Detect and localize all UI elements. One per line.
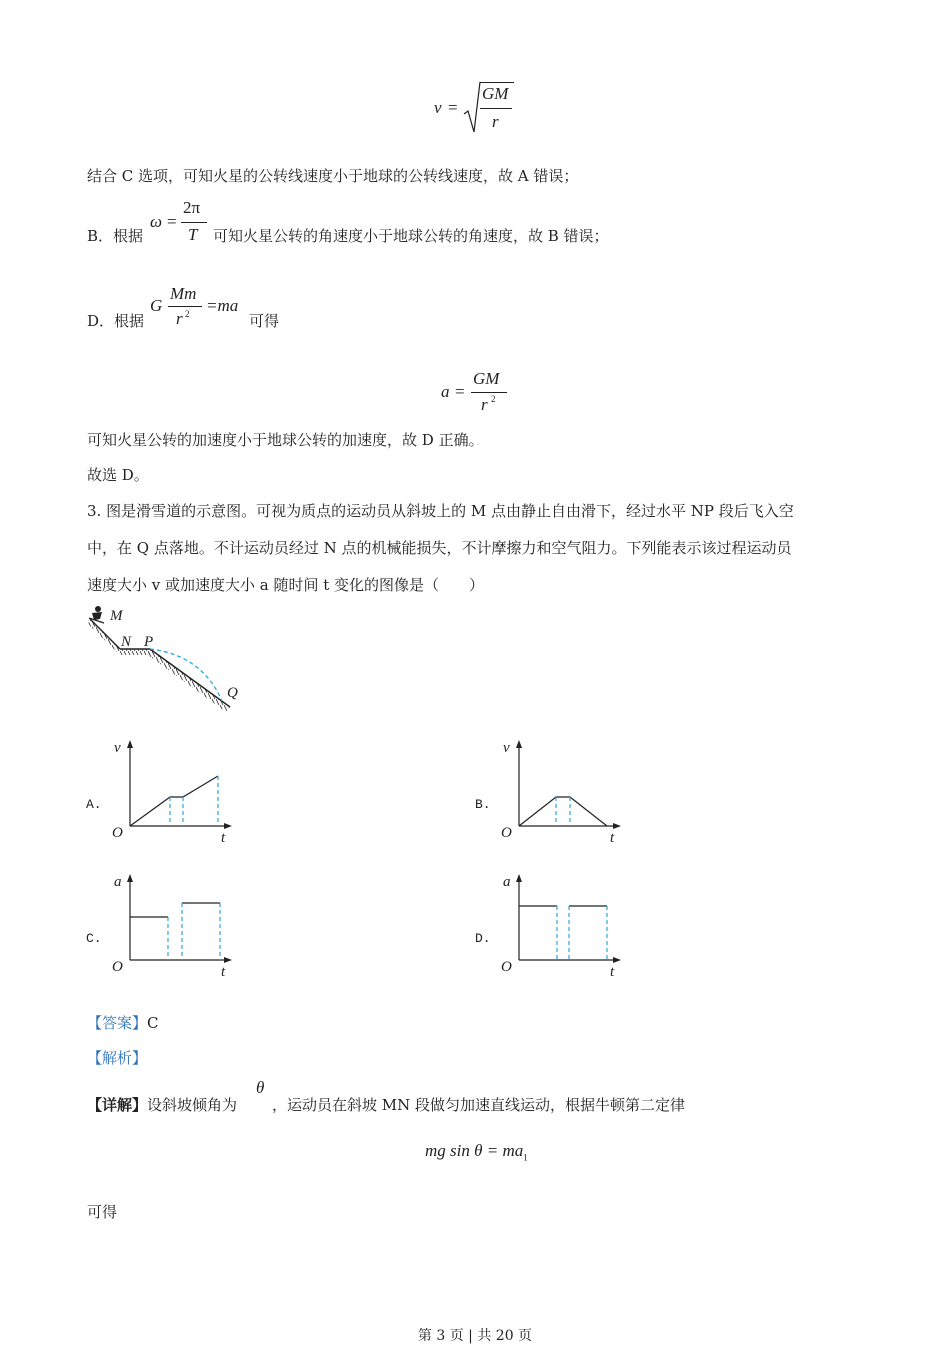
line-b-suffix: 可知火星公转的角速度小于地球公转的角速度，故 B 错误；: [213, 227, 609, 245]
formula-newton-sub: 1: [523, 1152, 528, 1163]
line-c-option: 结合 C 选项，可知火星的公转线速度小于地球的公转线速度，故 A 错误；: [87, 167, 579, 185]
formula-gravity-G: G: [150, 296, 163, 315]
graph-B-ylabel: v: [503, 740, 510, 756]
label-N: N: [121, 634, 132, 650]
detail-prefix: 设斜坡倾角为: [147, 1096, 238, 1114]
graph-D-origin: O: [501, 959, 512, 975]
formula-omega-den: T: [188, 225, 198, 244]
formula-gravity-num: Mm: [170, 284, 197, 303]
formula-a-num: GM: [473, 369, 500, 388]
detail-line: [87, 1095, 237, 1115]
graph-C-xlabel: t: [221, 964, 226, 978]
detail-suffix: ，运动员在斜坡 MN 段做匀加速直线运动，根据牛顿第二定律: [272, 1096, 686, 1114]
formula-newton: [425, 1141, 528, 1162]
line-d-prefix: D．根据: [87, 312, 145, 330]
label-M: M: [110, 608, 123, 624]
graph-B: [497, 736, 627, 844]
option-B-label: B.: [475, 797, 491, 812]
graph-A-ylabel: v: [114, 740, 121, 756]
can-get-line: 可得: [87, 1203, 118, 1221]
graph-C: [108, 870, 238, 978]
line-b: [87, 226, 143, 246]
analysis-label: 【解析】: [87, 1049, 148, 1067]
formula-a-lhs: a: [441, 382, 450, 401]
formula-v-num: GM: [482, 84, 509, 103]
page-footer: 第 3 页 | 共 20 页: [417, 1328, 533, 1344]
ski-slope-diagram: [84, 603, 254, 718]
formula-v-lhs: v: [434, 98, 442, 117]
formula-gravity-rhs: =ma: [206, 296, 239, 315]
label-Q: Q: [227, 685, 238, 701]
formula-v-den: r: [492, 112, 499, 131]
line-choose: 故选 D。: [87, 466, 149, 484]
formula-a-den: r: [481, 395, 488, 414]
formula-gravity-den-exp: 2: [185, 309, 190, 319]
graph-B-xlabel: t: [610, 830, 615, 844]
option-C-label: C.: [86, 931, 102, 946]
graph-A-origin: O: [112, 825, 123, 841]
answer-label: 【答案】: [87, 1014, 148, 1032]
graph-C-origin: O: [112, 959, 123, 975]
formula-omega-lhs: ω: [150, 212, 163, 231]
formula-omega: [150, 198, 212, 248]
graph-B-origin: O: [501, 825, 512, 841]
formula-omega-num: 2π: [183, 198, 201, 217]
theta-symbol: θ: [256, 1078, 265, 1097]
line-b-prefix: B．根据: [87, 227, 144, 245]
formula-a-eq: =: [455, 382, 465, 401]
line-a-conclusion: 可知火星公转的加速度小于地球公转的加速度，故 D 正确。: [87, 431, 484, 449]
formula-a-den-exp: 2: [491, 394, 496, 404]
graph-C-ylabel: a: [114, 874, 122, 890]
label-P: P: [144, 634, 154, 650]
graph-A: [108, 736, 238, 844]
formula-v-eq: =: [448, 98, 458, 117]
graph-A-xlabel: t: [221, 830, 226, 844]
formula-gravity: [150, 284, 250, 334]
option-A-label: A.: [86, 797, 102, 812]
option-D-label: D.: [475, 931, 491, 946]
graph-D-ylabel: a: [503, 874, 511, 890]
formula-a: [441, 368, 521, 418]
question-3-line-1: 3. 图是滑雪道的示意图。可视为质点的运动员从斜坡上的 M 点由静止自由滑下，经过水平 NP 段后飞入空: [87, 502, 794, 520]
question-3-line-3: 速度大小 v 或加速度大小 a 随时间 t 变化的图像是（ ）: [87, 576, 485, 594]
answer-line: [87, 1013, 159, 1033]
graph-D-xlabel: t: [610, 964, 615, 978]
formula-omega-eq: =: [167, 212, 177, 231]
answer-value: C: [147, 1014, 159, 1032]
sqrt-sign: [462, 80, 482, 136]
formula-newton-expr: mg sin θ = ma: [425, 1141, 524, 1160]
detail-label: 【详解】: [87, 1096, 148, 1114]
line-d-suffix: 可得: [249, 312, 280, 330]
graph-D: [497, 870, 627, 978]
question-3-line-2: 中，在 Q 点落地。不计运动员经过 N 点的机械能损失，不计摩擦力和空气阻力。下列能表示该过程运动员: [87, 539, 792, 557]
formula-gravity-den: r: [176, 309, 183, 328]
